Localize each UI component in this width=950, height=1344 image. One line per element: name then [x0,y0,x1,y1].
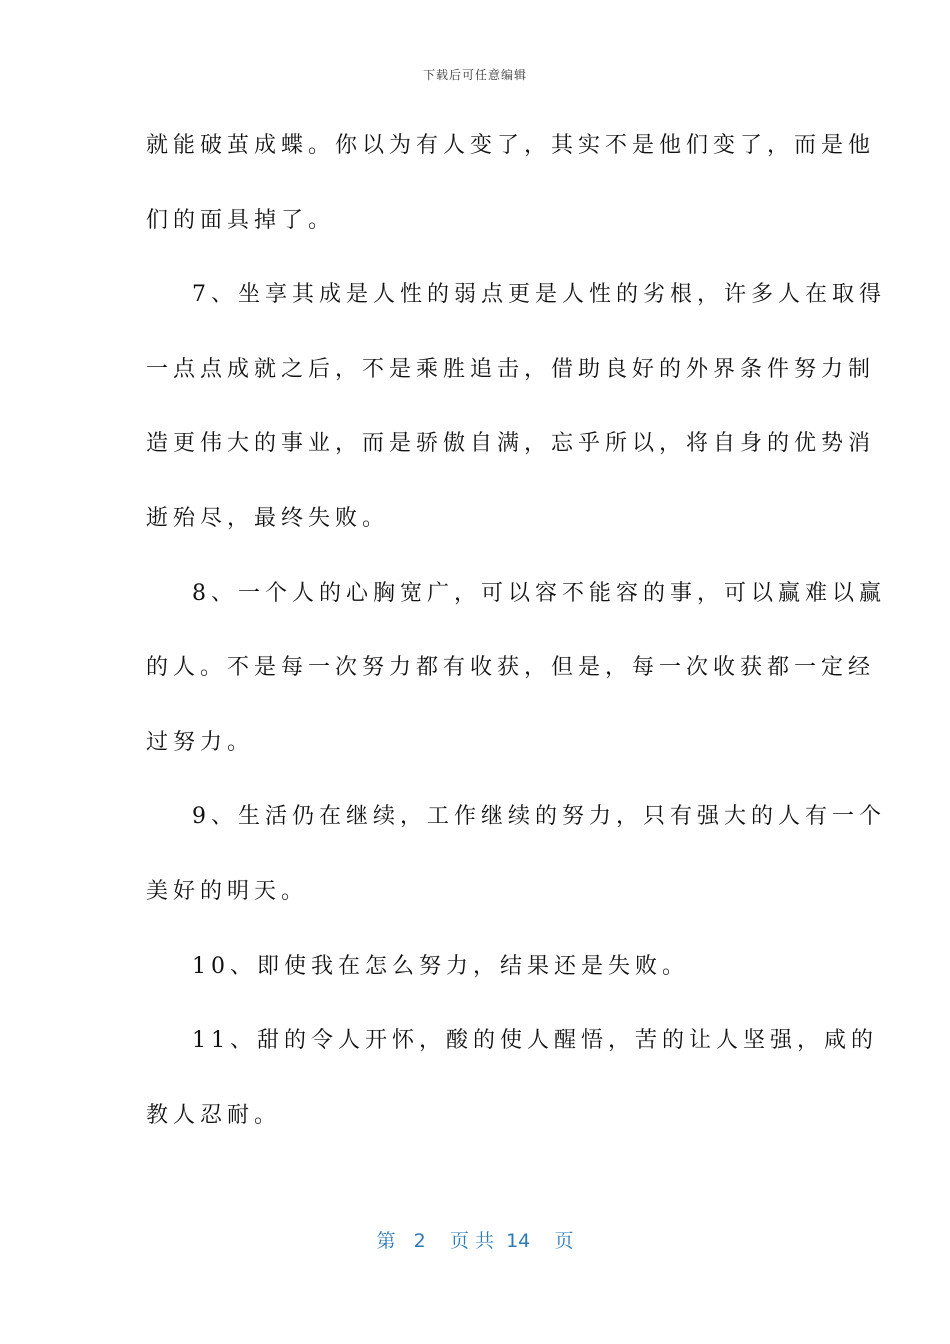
text-line: 10、即使我在怎么努力，结果还是失败。 [192,953,689,979]
text-line: 逝殆尽，最终失败。 [146,505,390,531]
footer-prefix: 第 [376,1230,396,1252]
text-line: 8、一个人的心胸宽广，可以容不能容的事，可以赢难以赢 [192,580,886,606]
text-line: 造更伟大的事业，而是骄傲自满，忘乎所以，将自身的优势消 [146,431,876,457]
document-body [146,126,886,1170]
page-header: 下载后可任意编辑 [422,68,527,82]
text-line: 一点点成就之后，不是乘胜追击，借助良好的外界条件努力制 [146,356,876,382]
text-line: 11、甜的令人开怀，酸的使人醒悟，苦的让人坚强，咸的 [192,1028,878,1054]
text-line: 就能破茧成蝶。你以为有人变了，其实不是他们变了，而是他 [146,133,876,158]
current-page-number: 2 [413,1230,426,1252]
text-line: 7、坐享其成是人性的弱点更是人性的劣根，许多人在取得 [192,282,886,308]
footer-suffix: 页 [554,1230,574,1252]
text-line: 过努力。 [146,729,255,755]
total-pages-number: 14 [506,1230,531,1252]
footer-middle: 页 共 [449,1230,494,1252]
text-line: 9、生活仍在继续，工作继续的努力，只有强大的人有一个 [192,804,886,830]
page-footer [0,1226,950,1253]
text-line: 的人。不是每一次努力都有收获，但是，每一次收获都一定经 [146,655,876,681]
text-line: 教人忍耐。 [146,1102,282,1128]
text-line: 们的面具掉了。 [146,207,336,233]
text-line: 美好的明天。 [146,878,309,904]
